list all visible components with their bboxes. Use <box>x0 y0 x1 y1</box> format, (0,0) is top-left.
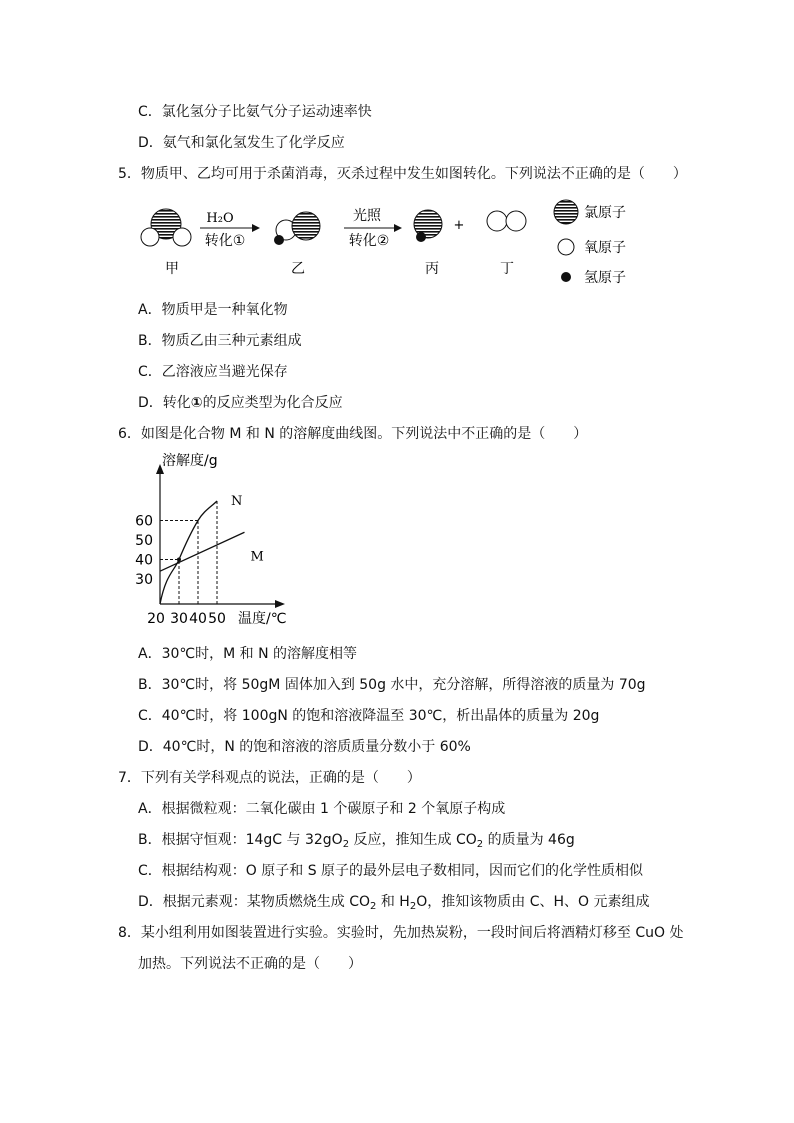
q5-option-c: C．乙溶液应当避光保存 <box>138 364 288 380</box>
q6-option-d: D．40℃时，N 的饱和溶液的溶质质量分数小于 60% <box>138 739 471 755</box>
q4-option-c: C．氯化氢分子比氨气分子运动速率快 <box>138 104 372 120</box>
x-tick-label-20: 20 <box>147 611 165 627</box>
series-label-M: M <box>250 549 264 565</box>
x-tick-label-50: 50 <box>208 611 226 627</box>
q8-stem-line1: 8．某小组利用如图装置进行实验。实验时，先加热炭粉，一段时间后将酒精灯移至 CuO 处 <box>118 925 684 941</box>
q6-option-c: C．40℃时，将 100gN 的饱和溶液降温至 30℃，析出晶体的质量为 20g <box>138 708 600 724</box>
q7-stem: 7．下列有关学科观点的说法，正确的是（ ） <box>118 770 421 786</box>
intersection-point <box>177 558 181 562</box>
q5-option-b: B．物质乙由三种元素组成 <box>138 333 302 349</box>
legend-chlorine-symbol <box>554 200 578 224</box>
label-jia: 甲 <box>165 261 179 277</box>
q5-option-a: A．物质甲是一种氧化物 <box>138 302 288 318</box>
q7-option-b <box>138 830 575 855</box>
x-axis-label: 温度/℃ <box>238 611 287 627</box>
legend-oxygen-symbol <box>558 239 574 255</box>
series-line-M <box>160 532 245 571</box>
molecule-yi <box>274 212 320 245</box>
series-label-N: N <box>231 494 243 509</box>
q5-option-d-circled: ① <box>190 395 203 411</box>
q7-option-b-part3: 的质量为 46g <box>483 832 575 848</box>
q7-option-c: C．根据结构观：O 原子和 S 原子的最外层电子数相同，因而它们的化学性质相似 <box>138 863 644 879</box>
chart-axes <box>156 464 285 608</box>
arrow1-top-label: H₂O <box>206 211 234 226</box>
q6-option-a: A．30℃时，M 和 N 的溶解度相等 <box>138 646 358 662</box>
molecule-ding <box>487 211 526 231</box>
q8-stem-line2: 加热。下列说法不正确的是（ ） <box>138 956 362 972</box>
q5-option-d <box>138 393 343 413</box>
arrow1-bottom-label: 转化① <box>204 233 246 249</box>
q7-option-a: A．根据微粒观：二氧化碳由 1 个碳原子和 2 个氧原子构成 <box>138 801 506 817</box>
y-tick-label-40: 40 <box>135 552 153 569</box>
legend-oxygen-label: 氧原子 <box>584 240 626 256</box>
q7-option-d-part2: 和 H <box>376 894 410 910</box>
x-tick-label-40: 40 <box>189 611 207 627</box>
molecule-bing <box>414 210 442 242</box>
y-tick-label-60: 60 <box>135 513 153 530</box>
q5-molecule-diagram <box>0 195 794 295</box>
q7-option-d-sub2: 2 <box>409 901 417 912</box>
legend-hydrogen-symbol <box>561 272 571 282</box>
q7-option-b-part2: 反应，推知生成 CO <box>349 832 477 848</box>
legend <box>554 200 626 286</box>
solubility-chart <box>132 452 292 632</box>
label-ding: 丁 <box>500 261 514 277</box>
q5-option-d-pre: D．转化 <box>138 395 191 411</box>
y-tick-label-30: 30 <box>135 572 153 588</box>
label-yi: 乙 <box>291 261 305 277</box>
arrow2-top-label: 光照 <box>353 208 381 224</box>
q5-stem: 5．物质甲、乙均可用于杀菌消毒，灭杀过程中发生如图转化。下列说法不正确的是（ ） <box>118 166 687 182</box>
q4-option-d: D．氨气和氯化氢发生了化学反应 <box>138 135 345 151</box>
arrow-conversion-2 <box>344 224 402 232</box>
plus-sign: + <box>453 218 465 233</box>
y-axis-label: 溶解度/g <box>162 453 218 469</box>
series-line-N <box>160 501 217 604</box>
q7-option-d-part1: D．根据元素观：某物质燃烧生成 CO <box>138 894 371 910</box>
q7-option-b-sub1: 2 <box>342 839 350 850</box>
y-tick-label-50: 50 <box>135 533 153 549</box>
legend-hydrogen-label: 氢原子 <box>584 270 626 286</box>
legend-chlorine-label: 氯原子 <box>584 205 626 221</box>
q7-option-b-part1: B．根据守恒观：14gC 与 32gO <box>138 832 343 848</box>
molecule-jia <box>141 209 191 246</box>
label-bing: 丙 <box>425 261 439 277</box>
x-tick-label-30: 30 <box>170 611 188 627</box>
q6-option-b: B．30℃时，将 50gM 固体加入到 50g 水中，充分溶解，所得溶液的质量为 70g <box>138 677 646 693</box>
arrow2-bottom-label: 转化② <box>348 233 390 249</box>
x-axis-arrow <box>275 600 285 608</box>
q5-option-d-post: 的反应类型为化合反应 <box>202 395 343 411</box>
q7-option-d <box>138 892 649 917</box>
q7-option-b-sub2: 2 <box>476 839 484 850</box>
q6-stem: 6．如图是化合物 M 和 N 的溶解度曲线图。下列说法中不正确的是（ ） <box>118 426 588 442</box>
q7-option-d-sub1: 2 <box>370 901 377 912</box>
q7-option-d-part3: O，推知该物质由 C、H、O 元素组成 <box>416 894 650 910</box>
